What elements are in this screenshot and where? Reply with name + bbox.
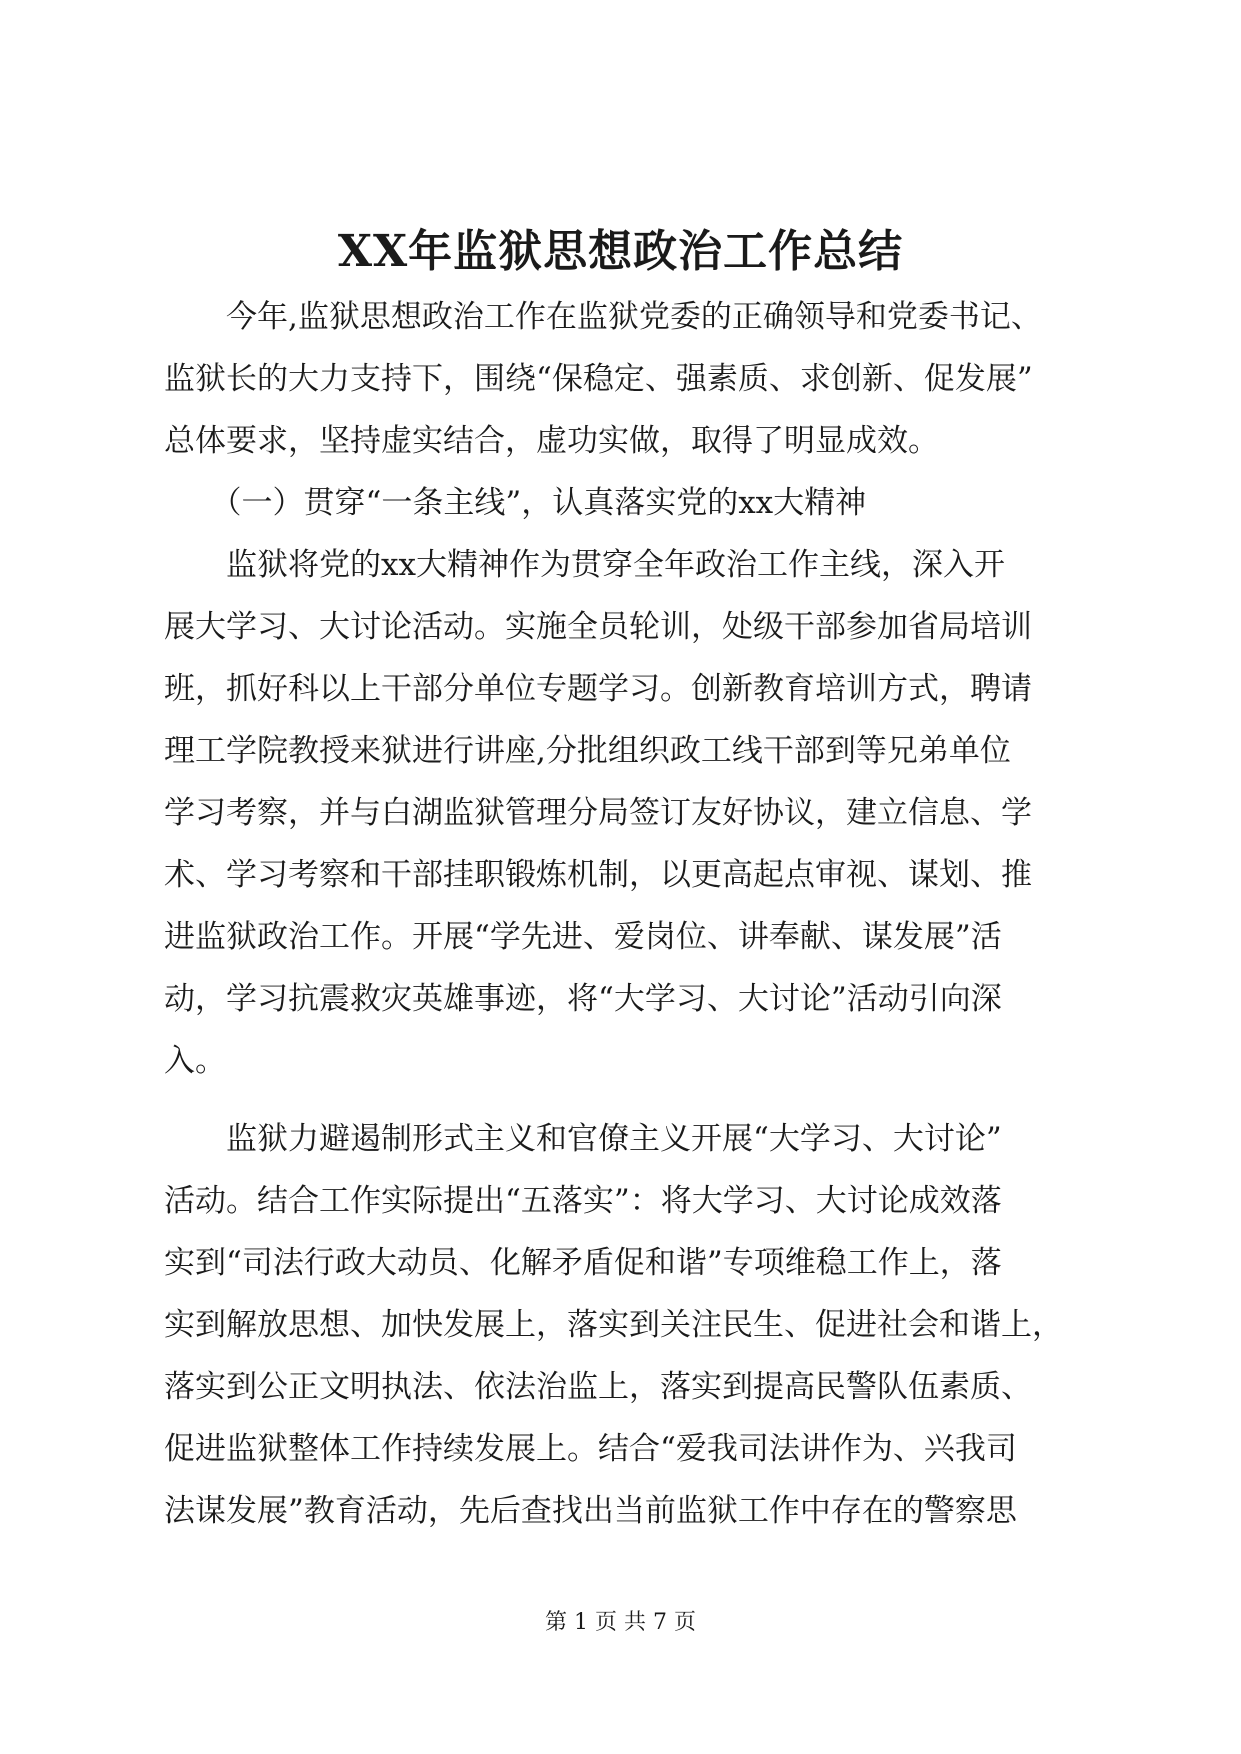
text-line: 监狱力避遏制形式主义和官僚主义开展“大学习、大讨论” <box>164 1121 1002 1157</box>
document-body <box>164 286 1094 1542</box>
document-title: XX年监狱思想政治工作总结 <box>337 226 904 277</box>
text-line: 落实到公正文明执法、依法治监上，落实到提高民警队伍素质、 <box>164 1369 1032 1405</box>
text-line: 监狱将党的xx大精神作为贯穿全年政治工作主线，深入开 <box>164 547 1005 583</box>
text-line: 理工学院教授来狱进行讲座,分批组织政工线干部到等兄弟单位 <box>164 733 1011 769</box>
text-line: 班，抓好科以上干部分单位专题学习。创新教育培训方式，聘请 <box>164 671 1032 707</box>
text-line: 促进监狱整体工作持续发展上。结合“爱我司法讲作为、兴我司 <box>164 1431 1017 1467</box>
text-line: 总体要求，坚持虚实结合，虚功实做，取得了明显成效。 <box>164 423 939 459</box>
text-line: 实到“司法行政大动员、化解矛盾促和谐”专项维稳工作上，落 <box>164 1245 1002 1281</box>
text-line: 入。 <box>164 1043 226 1079</box>
text-line: 法谋发展”教育活动，先后查找出当前监狱工作中存在的警察思 <box>164 1493 1017 1529</box>
text-line: 实到解放思想、加快发展上，落实到关注民生、促进社会和谐上， <box>164 1307 1063 1343</box>
text-line: 进监狱政治工作。开展“学先进、爱岗位、讲奉献、谋发展”活 <box>164 919 1002 955</box>
text-line: 今年,监狱思想政治工作在监狱党委的正确领导和党委书记、 <box>164 299 1042 335</box>
text-line: 活动。结合工作实际提出“五落实”：将大学习、大讨论成效落 <box>164 1183 1002 1219</box>
text-line: 术、学习考察和干部挂职锻炼机制，以更高起点审视、谋划、推 <box>164 857 1032 893</box>
text-line: 监狱长的大力支持下，围绕“保稳定、强素质、求创新、促发展” <box>164 361 1033 397</box>
section-heading: （一）贯穿“一条主线”，认真落实党的xx大精神 <box>164 485 867 521</box>
text-line: 展大学习、大讨论活动。实施全员轮训，处级干部参加省局培训 <box>164 609 1032 645</box>
text-line: 学习考察，并与白湖监狱管理分局签订友好协议，建立信息、学 <box>164 795 1032 831</box>
page-number-footer: 第 1 页 共 7 页 <box>545 1610 696 1635</box>
text-line: 动，学习抗震救灾英雄事迹，将“大学习、大讨论”活动引向深 <box>164 981 1002 1017</box>
paragraph-gap <box>164 1092 1094 1108</box>
